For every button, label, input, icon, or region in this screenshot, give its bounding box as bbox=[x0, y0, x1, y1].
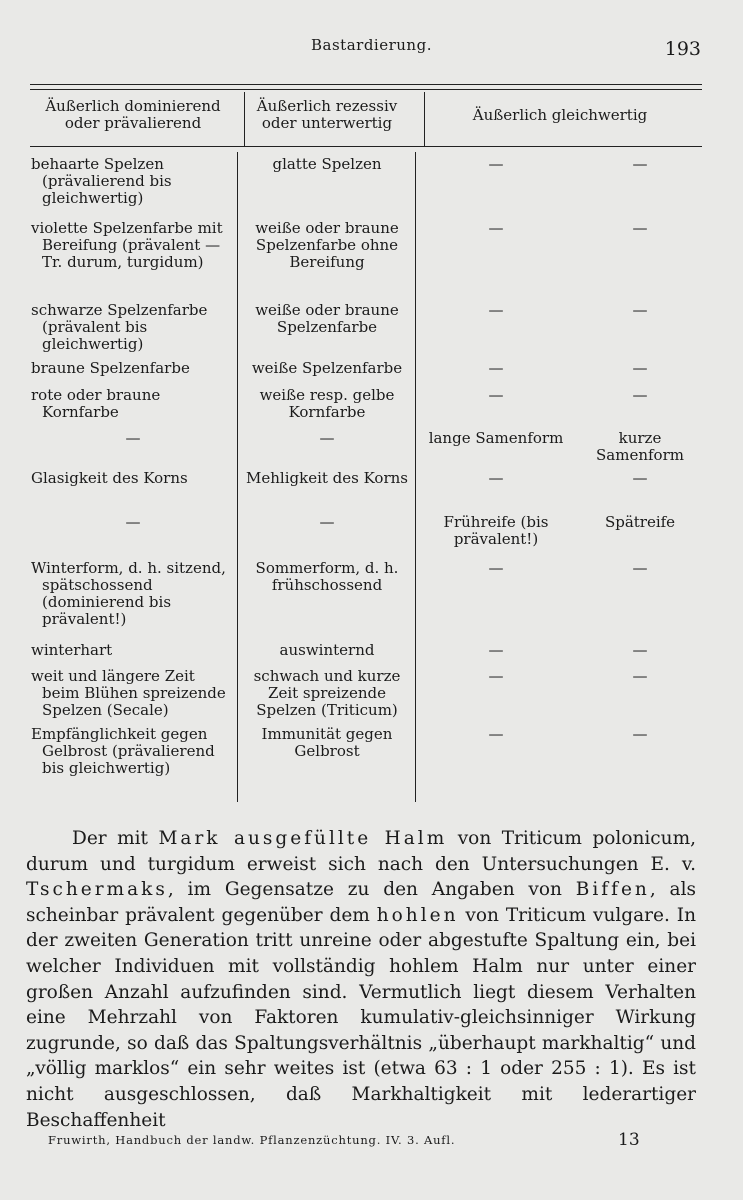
body-text-run: , im Gegensatze zu den Angaben von bbox=[167, 879, 576, 901]
table-top-rule-2 bbox=[30, 89, 702, 90]
emphasis-spaced: Mark ausgefüllte Halm bbox=[158, 828, 448, 849]
cell-recessive: weiße oder braune Spelzenfarbe ohne Bereifung bbox=[255, 219, 399, 271]
cell-dominant: violette Spelzenfarbe mit Bereifung (prävalent — Tr. durum, turgidum) bbox=[31, 219, 223, 271]
cell-recessive: Immunität gegen Gelbrost bbox=[261, 725, 393, 760]
cell-equivalent-a: — bbox=[488, 301, 504, 319]
footer-citation: Fruwirth, Handbuch der landw. Pflanzenzüchtung. IV. 3. Aufl. bbox=[48, 1133, 456, 1147]
cell-equivalent-a: — bbox=[488, 359, 504, 377]
body-text-run: von Triticum polonicum, durum und turgidum erweist sich nach den Untersuchungen E. v. bbox=[26, 828, 697, 875]
cell-equivalent-a: lange Samenform bbox=[428, 429, 564, 447]
table-row bbox=[28, 387, 704, 430]
table-row bbox=[28, 668, 704, 726]
cell-equivalent-a: — bbox=[488, 386, 504, 404]
author-name-spaced: Biffen bbox=[575, 879, 650, 901]
cell-equivalent-a: — bbox=[488, 219, 504, 237]
cell-equivalent-b: kurze Samenform bbox=[596, 429, 684, 464]
cell-equivalent-b: — bbox=[632, 386, 648, 404]
cell-dominant: winterhart bbox=[31, 641, 113, 659]
table-row bbox=[28, 726, 704, 782]
table-row bbox=[28, 220, 704, 302]
cell-equivalent-b: — bbox=[632, 155, 648, 173]
author-name-spaced: Tschermaks bbox=[26, 879, 168, 901]
table-row bbox=[28, 642, 704, 668]
cell-recessive: weiße oder braune Spelzenfarbe bbox=[255, 301, 399, 336]
cell-equivalent-b: — bbox=[632, 667, 648, 685]
table-row bbox=[28, 560, 704, 642]
cell-recessive: auswinternd bbox=[279, 641, 375, 659]
body-text-run: , als scheinbar prävalent gegenüber dem bbox=[26, 879, 696, 926]
page-number: 193 bbox=[664, 38, 701, 60]
cell-recessive: schwach und kurze Zeit spreizende Spelzen (Triticum) bbox=[253, 667, 401, 719]
cell-dominant: schwarze Spelzenfarbe (prävalent bis gleichwertig) bbox=[31, 301, 208, 353]
cell-equivalent-b: — bbox=[632, 359, 648, 377]
header-recessive: Äußerlich rezessiv oder unterwertig bbox=[256, 97, 398, 132]
cell-dominant: braune Spelzenfarbe bbox=[31, 359, 190, 377]
table-row bbox=[28, 430, 704, 470]
cell-equivalent-b: — bbox=[632, 301, 648, 319]
cell-equivalent-a: Frühreife (bis prävalent!) bbox=[443, 513, 549, 548]
cell-recessive: weiße Spelzenfarbe bbox=[251, 359, 403, 377]
cell-recessive: weiße resp. gelbe Kornfarbe bbox=[259, 386, 395, 421]
trait-table bbox=[28, 92, 704, 782]
table-row bbox=[28, 360, 704, 387]
cell-dominant: — bbox=[125, 513, 141, 531]
running-head: Bastardierung. bbox=[311, 36, 432, 54]
cell-dominant: rote oder braune Kornfarbe bbox=[31, 386, 161, 421]
body-text-run: Der mit bbox=[72, 828, 159, 849]
cell-recessive: — bbox=[319, 429, 335, 447]
cell-recessive: Mehligkeit des Korns bbox=[246, 469, 408, 487]
signature-mark: 13 bbox=[618, 1130, 640, 1150]
cell-equivalent-b: — bbox=[632, 559, 648, 577]
header-dominant: Äußerlich dominierend oder prävalierend bbox=[45, 97, 221, 132]
emphasis-spaced: hohlen bbox=[376, 904, 459, 926]
table-row bbox=[28, 302, 704, 360]
cell-equivalent-a: — bbox=[488, 155, 504, 173]
header-equivalent: Äußerlich gleichwertig bbox=[472, 105, 648, 124]
cell-equivalent-b: — bbox=[632, 219, 648, 237]
cell-equivalent-a: — bbox=[488, 641, 504, 659]
cell-equivalent-b: — bbox=[632, 725, 648, 743]
cell-dominant: — bbox=[125, 429, 141, 447]
cell-dominant: Glasigkeit des Korns bbox=[31, 469, 188, 487]
cell-equivalent-a: — bbox=[488, 667, 504, 685]
table-row bbox=[28, 514, 704, 560]
cell-equivalent-b: — bbox=[632, 641, 648, 659]
cell-dominant: Winterform, d. h. sitzend, spätschossend (dominierend bis prävalent!) bbox=[31, 559, 226, 628]
body-paragraph bbox=[26, 826, 696, 1133]
cell-recessive: glatte Spelzen bbox=[272, 155, 382, 173]
body-text-run: von Triticum vulgare. In der zweiten Generation tritt unreine oder abgestufte Spaltung ein, bei welcher Individuen mit vollständig hohlem Halm nur unter einer großen Anzahl aufzufinden sind. Vermutlich liegt diesem Verhalten eine Mehrzahl von Faktoren kumulativ-gleichsinniger Wirkung zugrunde, so daß das Spaltungsverhältnis „überhaupt markhaltig“ und „völlig marklos“ ein sehr weites ist (etwa 63 : 1 oder 255 : 1). Es ist nicht ausgeschlossen, daß Markhaltigkeit mit lederartiger Beschaffenheit bbox=[26, 904, 696, 1131]
cell-dominant: Empfänglichkeit gegen Gelbrost (prävalierend bis gleichwertig) bbox=[31, 725, 215, 777]
table-header-row bbox=[28, 92, 704, 138]
table-row bbox=[28, 470, 704, 514]
cell-equivalent-a: — bbox=[488, 559, 504, 577]
table-row bbox=[28, 156, 704, 220]
cell-equivalent-b: Spätreife bbox=[604, 513, 676, 531]
cell-dominant: weit und längere Zeit beim Blühen spreizende Spelzen (Secale) bbox=[31, 667, 226, 719]
cell-equivalent-b: — bbox=[632, 469, 648, 487]
cell-equivalent-a: — bbox=[488, 469, 504, 487]
cell-equivalent-a: — bbox=[488, 725, 504, 743]
cell-recessive: — bbox=[319, 513, 335, 531]
table-top-rule-1 bbox=[30, 84, 702, 85]
cell-recessive: Sommerform, d. h. frühschossend bbox=[255, 559, 399, 594]
cell-dominant: behaarte Spelzen (prävalierend bis gleichwertig) bbox=[31, 155, 172, 207]
